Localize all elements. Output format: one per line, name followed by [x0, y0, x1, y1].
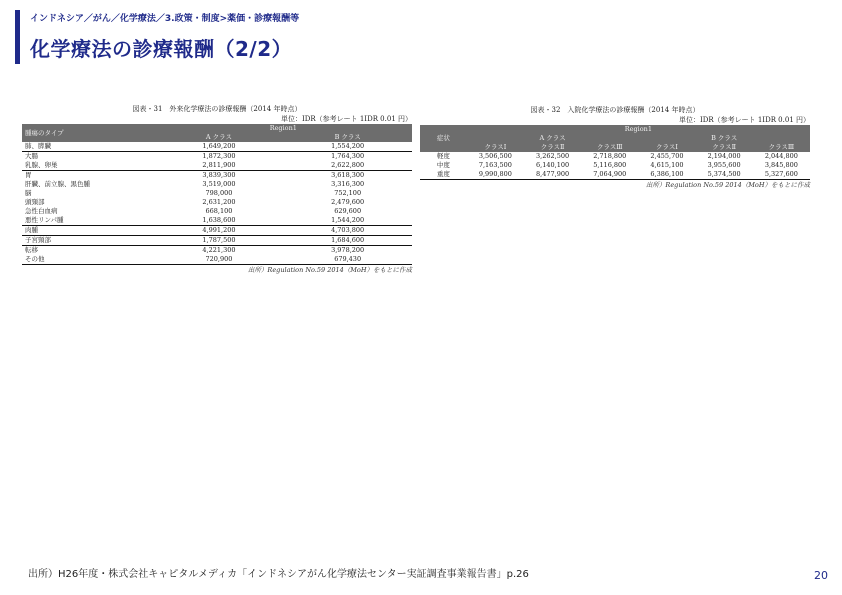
table-row: 乳腺、卵巣 2,811,900 2,622,800 — [22, 161, 412, 171]
table-unit: 単位：IDR（参考レート 1IDR 0.01 円） — [678, 116, 810, 124]
table-caption: 図表・31 外来化学療法の診療報酬（2014 年時点） — [132, 105, 302, 113]
outpatient-fee-table-block — [22, 104, 412, 274]
col-header-b-class-2: クラスⅡ — [696, 143, 753, 152]
table-row: その他 720,900 679,430 — [22, 255, 412, 265]
page-title: 化学療法の診療報酬（2/2） — [30, 37, 293, 61]
col-header-a-class-3: クラスⅢ — [581, 143, 638, 152]
col-header-a-class-2: クラスⅡ — [524, 143, 581, 152]
table-row: 脳 798,000 752,100 — [25, 189, 362, 197]
col-header-b-class: B クラス — [283, 133, 412, 142]
footer-source-citation: 出所）H26年度・株式会社キャピタルメディカ「インドネシアがん化学療法センター実証調査事業報告書」p.26 — [28, 569, 529, 580]
table-row: 大腸 1,872,300 1,764,300 — [25, 152, 365, 160]
table-row: 頭頸部 2,631,200 2,479,600 — [25, 198, 365, 206]
col-header-b-class-1: クラスⅠ — [638, 143, 695, 152]
table-row: 中度 7,163,500 6,140,100 5,116,800 4,615,100 3,955,600 3,845,800 — [436, 161, 798, 169]
table-source-note: 出所）Regulation No.59 2014（MoH）をもとに作成 — [645, 181, 810, 189]
inpatient-fee-table-block — [420, 105, 810, 189]
table-row: 転移 4,221,300 3,978,200 — [25, 246, 365, 254]
table-caption: 図表・32 入院化学療法の診療報酬（2014 年時点） — [530, 106, 700, 114]
page-number: 20 — [814, 569, 828, 582]
col-header-region: Region1 — [155, 124, 412, 133]
table-row: 重度 9,990,800 8,477,900 7,064,900 6,386,100 5,374,500 5,327,600 — [420, 170, 810, 180]
breadcrumb: インドネシア／がん／化学療法／3.政策・制度>薬価・診療報酬等 — [30, 14, 300, 24]
table-source-note: 出所）Regulation No.59 2014（MoH）をもとに作成 — [247, 266, 412, 274]
inpatient-fee-table — [420, 125, 810, 180]
col-header-a-class: A クラス — [467, 134, 639, 143]
title-accent-bar — [15, 10, 20, 64]
col-header-b-class-3: クラスⅢ — [753, 143, 810, 152]
table-row: 子宮頸部 1,787,500 1,684,600 — [22, 236, 412, 246]
table-row: 肉腫 4,991,200 4,703,800 — [22, 226, 412, 236]
col-header-a-class: A クラス — [155, 133, 284, 142]
table-row: 軽度 3,506,500 3,262,500 2,718,800 2,455,700 2,194,000 2,044,800 — [436, 152, 798, 160]
table-row: 胃 3,839,300 3,618,300 — [25, 171, 365, 179]
table-unit: 単位：IDR（参考レート 1IDR 0.01 円） — [280, 115, 412, 123]
col-header-tumor-type: 腫瘍のタイプ — [22, 124, 155, 142]
col-header-region: Region1 — [467, 125, 810, 134]
table-row: 肺、膵臓 1,649,200 1,554,200 — [22, 142, 412, 152]
table-row: 急性白血病 668,100 629,600 — [25, 207, 362, 215]
table-row: 悪性リンパ腫 1,638,600 1,544,200 — [22, 216, 412, 226]
outpatient-fee-table — [22, 124, 412, 265]
col-header-b-class: B クラス — [638, 134, 810, 143]
table-row: 肝臓、前立腺、黒色腫 3,519,000 3,316,300 — [25, 180, 365, 188]
col-header-a-class-1: クラスⅠ — [467, 143, 524, 152]
col-header-symptom: 症状 — [420, 125, 467, 152]
